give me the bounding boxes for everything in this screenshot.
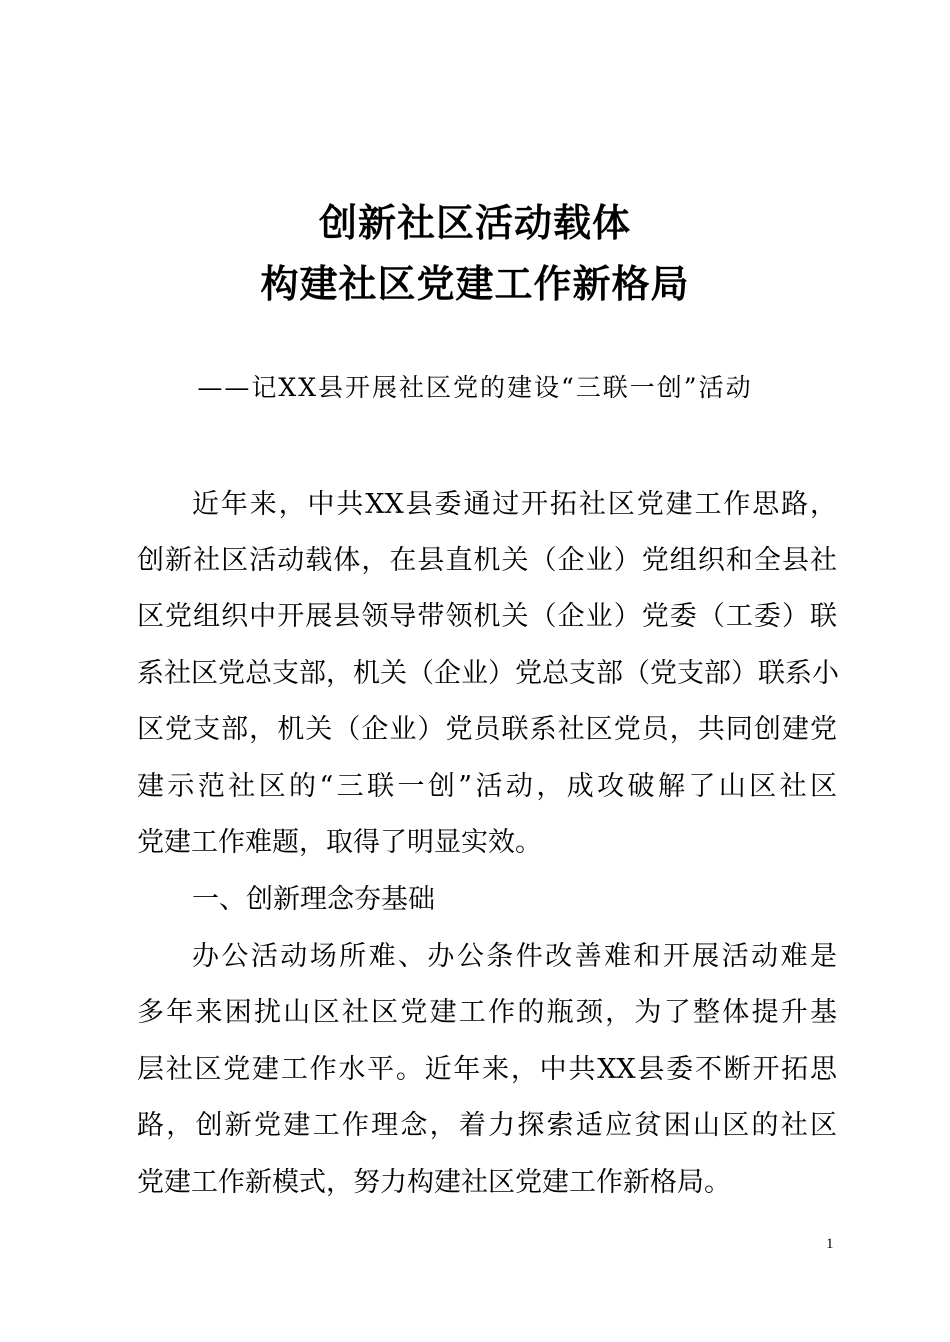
section-1-heading: 一、创新理念夯基础	[192, 884, 435, 915]
paragraph-2-line-5: 党建工作新模式，努力构建社区党建工作新格局。	[137, 1167, 731, 1198]
paragraph-1-line-3: 区党组织中开展县领导带领机关（企业）党委（工委）联	[137, 601, 837, 632]
document-subtitle: ——记XX县开展社区党的建设“三联一创”活动	[197, 373, 753, 402]
paragraph-1-line-5: 区党支部，机关（企业）党员联系社区党员，共同创建党	[137, 714, 837, 745]
paragraph-1-line-7: 党建工作难题，取得了明显实效。	[137, 827, 542, 858]
document-title-line-2: 构建社区党建工作新格局	[260, 262, 690, 306]
paragraph-1-line-2: 创新社区活动载体，在县直机关（企业）党组织和全县社	[137, 545, 837, 576]
paragraph-2-line-1: 办公活动场所难、办公条件改善难和开展活动难是	[192, 941, 837, 972]
paragraph-2-line-2: 多年来困扰山区社区党建工作的瓶颈，为了整体提升基	[137, 997, 837, 1028]
paragraph-1-line-6: 建示范社区的“三联一创”活动，成攻破解了山区社区	[137, 771, 837, 802]
paragraph-2-line-3: 层社区党建工作水平。近年来，中共XX县委不断开拓思	[137, 1054, 837, 1085]
document-title-line-1: 创新社区活动载体	[318, 201, 631, 245]
paragraph-2-line-4: 路，创新党建工作理念，着力探索适应贫困山区的社区	[137, 1110, 837, 1141]
page-number: 1	[826, 1236, 834, 1252]
paragraph-1-line-1: 近年来，中共XX县委通过开拓社区党建工作思路，	[192, 489, 837, 520]
paragraph-1-line-4: 系社区党总支部，机关（企业）党总支部（党支部）联系小	[137, 658, 839, 689]
